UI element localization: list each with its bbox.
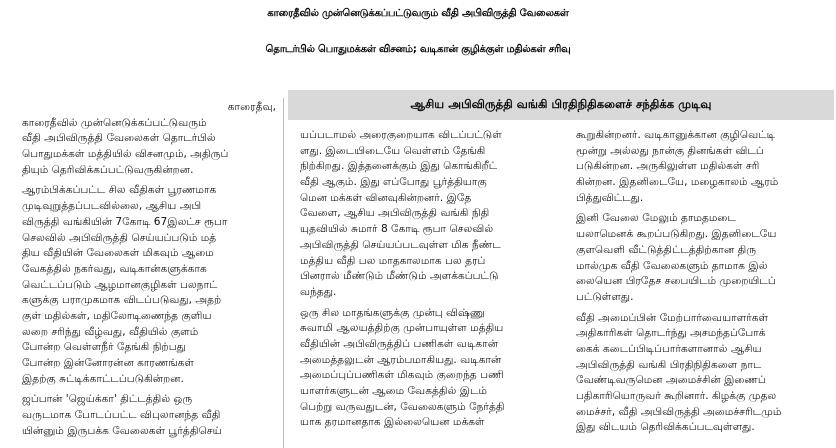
article-text-line: யின்னும் இருபக்க வேலைகள் பூர்த்திசெய் [22,424,222,437]
article-text-line: படுகின்றன. அருகிலுள்ள மதில்கள் சரி [576,160,760,173]
article-text-line: வேண்டிவருமென அமைச்சின் இணைப் [576,374,766,387]
article-text-line: களுக்கு பராமுகமாக விடப்படுவது, அதற் [22,294,222,307]
article-text-line: பித்துவிட்டது. [576,191,644,204]
article-text-line: வெட்டப்படும் ஆழமானகுழிகள் பலநாட் [22,278,218,291]
article-text-line: விருத்தி வங்கியின் 7கோடி 67இலட்ச ரூபா [22,215,228,228]
article-text-line: மென மக்கள் வினவுகின்றனர். இதே [300,191,472,204]
article-text-line: முடிவுறுத்தப்படவில்லை, ஆசிய அபி [22,200,202,213]
article-text-line: பட்டுள்ளது. [576,290,634,303]
article-text-line: குளவெளி வீட்டுத்திட்டத்திற்கான திரு [576,243,757,256]
article-column-2 [300,128,562,431]
article-text-line: கைக் கடைப்பிடிப்பார்களானால் ஆசிய [576,342,762,355]
headline-line-1: காரைதீவில் முன்னெடுக்கப்பட்டுவரும் வீதி அபிவிருத்தி வேலைகள் [267,8,569,19]
article-text-line: ளது. இடையிடையே வெள்ளம் தேங்கி [300,144,486,157]
article-text-line: யுதவியில் சுமார் 8 கோடி ரூபா செலவில் [300,223,494,236]
article-text-line: போன்ற இன்னோரன்ன காரணங்கள் [22,357,194,369]
article-text-line: அதிகாரிகள் தொடர்ந்து அசமந்தப்போக் [576,327,766,340]
article-text-line: மூன்று அல்லது நான்கு தினங்கள் விடப் [576,144,764,157]
article-text-line: பெற்று வருவதுடன், வேலைகளும் நேர்த்தி [300,400,505,413]
article-text-line: பதிகாரியொருவர் கூறினார். கிழக்கு முதல [576,390,777,402]
article-text-line: செலவில் அபிவிருத்தி செய்யப்படும் மத் [22,231,217,244]
article-text-line: அபிவிருத்தி வங்கி பிரதிநிதிகளை நாட [576,358,762,371]
article-text-line: நிற்கிறது. இத்தனைக்கும் இது கொங்கிறீட் [300,160,498,173]
article-text-line: காரைதீவு, [227,101,276,113]
article-text-line: கூறுகின்றனர். வடிகானுக்கான குழிவெட்டி [576,129,776,141]
article-text-line: யப்படாமல் அரைகுறையாக விடப்பட்டுள் [300,129,502,141]
article-column-3 [576,128,830,436]
article-text-line: பினரால் மீண்டும் மீண்டும் அளக்கப்பட்டு [300,270,499,283]
article-text-line: வீதி அபிவிருத்தி வேலைகள் தொடர்பில் [22,132,216,145]
article-text-line: மத்திய வீதி பல மாதகாலமாக பல தரப் [300,254,486,267]
article-column-1 [22,100,276,439]
article-text-line: யலாமெனக் கூறப்படுகிறது. இதனிடையே [576,228,777,241]
article-text-line: வீதி அமைப்பின் மேற்பார்வையாளர்கள் [576,311,769,324]
article-text-line: கின்றன. இதனிடையே, மழைகாலம் ஆரம் [576,176,779,189]
article-text-line: அபிவிருத்தி செய்யப்படவுள்ள மிக நீண்ட [300,238,501,251]
article-text-line: ஜப்பான் 'ஜெய்க்கா' திட்டத்தில் ஒரு [22,393,193,406]
article-text-line: லையென பிரதேச சபையிடம் முறையிடப் [576,275,776,288]
article-text-line: ஆரம்பிக்கப்பட்ட சில வீதிகள் பூரணமாக [22,184,217,197]
article-text-line: அமைப்புப்பணிகள் மிகவும் குறைந்த பணி [300,369,504,382]
article-text-line: இதற்கு சுட்டிக்காட்டப்படுகின்றன. [22,372,184,385]
article-text-line: வருடமாக போடப்பட்ட விபுலானந்த வீதி [22,409,221,422]
article-text-line: வீதி ஆகும். இது எப்போது பூர்த்தியாகு [300,176,487,189]
article-text-line: யாளர்களுடன் ஆமை வேகத்தில் இடம் [300,385,487,397]
article-text-line: பொதுமக்கள் மத்தியில் விசனமும், அதிருப் [22,148,229,161]
article-text-line: போன்ற வெள்ளநீர் தேங்கி நிற்பது [22,341,186,354]
article-text-line: காரைதீவில் முன்னெடுக்கப்பட்டுவரும் [22,116,207,129]
article-text-line: லறை சரிந்து வீழ்வது, வீதியில் குளம் [22,325,199,338]
article-text-line: ஒரு சில மாதங்களுக்கு முன்பு விஷ்ணு [300,306,485,319]
article-text-line: வீதியின் அபிவிருத்திப் பணிகள் வடிகான் [300,337,498,350]
article-text-line: திய வீதியின் வேலைகள் மிகவும் ஆமை [22,247,214,260]
article-text-line: தியும் தெரிவிக்கப்பட்டுவருகின்றன. [22,163,194,176]
subheadline-text: ஆசிய அபிவிருத்தி வங்கி பிரதிநிதிகளைச் சந்திக்க முடிவு [410,97,712,111]
article-text-line: அமைத்தலுடன் ஆரம்பமாகியது. வடிகான் [300,353,502,366]
article-text-line: குள் மதில்கள், மதிலோடிணைந்த குளிய [22,309,212,322]
subheadline-bar [288,90,834,120]
article-text-line: வேளை, ஆசிய அபிவிருத்தி வங்கி நிதி [300,207,490,220]
article-text-line: யாக தரமானதாக இல்லையென மக்கள் [300,416,485,429]
article-text-line: சுவாமி ஆலயத்திற்கு முன்பாயுள்ள மத்திய [300,322,504,335]
article-text-line: மைச்சர், வீதி அபிவிருத்தி அமைச்சரிடமும் [576,405,782,418]
column-divider [283,98,284,448]
article-text-line: இது விடயம் தெரிவிக்கப்படவுள்ளது. [576,421,755,434]
article-text-line: வந்தது. [300,285,337,298]
article-text-line: வேகத்தில் நகர்வது, வடிகான்களுக்காக [22,262,207,275]
headline-line-2: தொடர்பில் பொதுமக்கள் விசனம்; வடிகான் குழிக்குள் மதில்கள் சரிவு [265,44,571,55]
article-text-line: இனி வேலை மேலும் தாமதமடை [576,212,736,225]
article-text-line: மால்முக வீதி வேலைகளும் தாமாக இல் [576,259,768,272]
